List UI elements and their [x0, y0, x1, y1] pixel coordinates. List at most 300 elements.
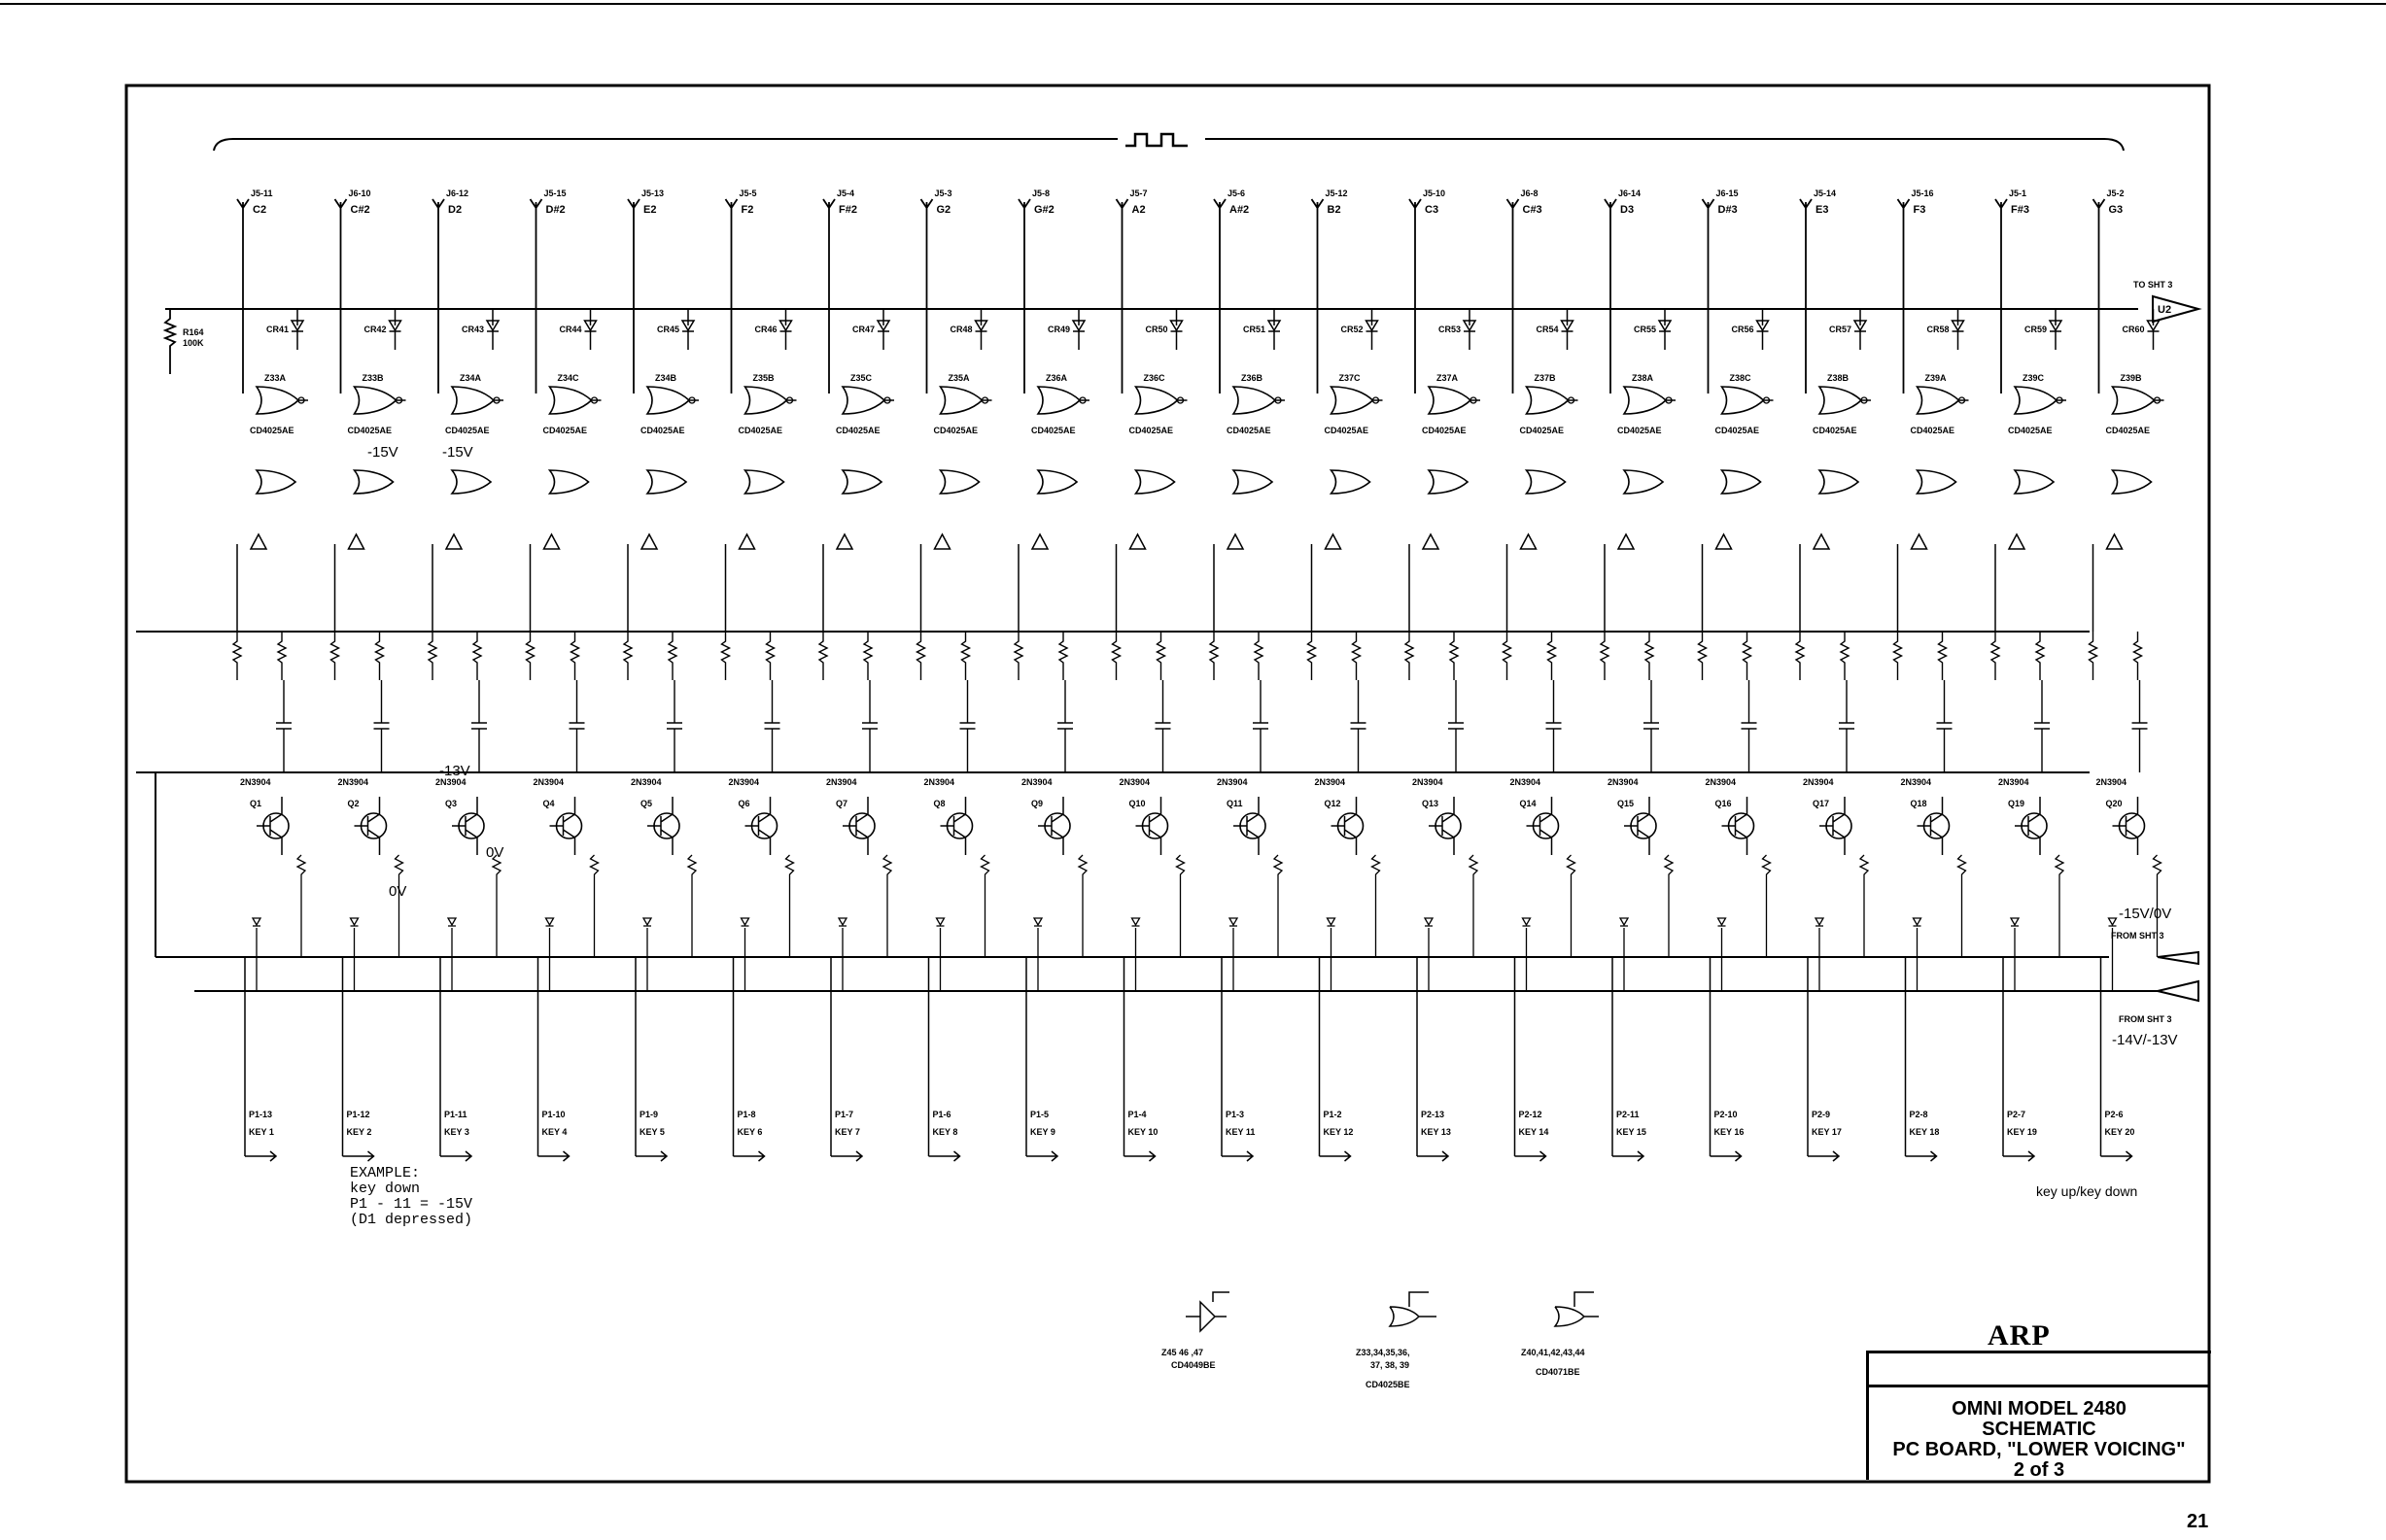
transistor-part-label: 2N3904	[1900, 777, 1932, 787]
resistor-icon	[1308, 632, 1316, 680]
input-jack-label: J5-16	[1911, 188, 1934, 198]
transistor-label: Q13	[1422, 799, 1439, 808]
diode-label: CR57	[1829, 325, 1852, 334]
resistor-icon	[1958, 855, 1966, 957]
output-key-label: KEY 14	[1518, 1127, 1549, 1137]
inverter-icon	[1521, 534, 1537, 549]
input-jack-label: J6-15	[1715, 188, 1739, 198]
zero-volt-label-a: 0V	[486, 844, 504, 861]
diode-label: CR56	[1731, 325, 1754, 334]
diode-icon	[1425, 918, 1433, 991]
neg15-label-a: -15V	[367, 444, 398, 461]
transistor-part-label: 2N3904	[1705, 777, 1737, 787]
input-note-label: D3	[1620, 204, 1635, 216]
channel-15	[1601, 188, 1676, 1161]
svg-text:CD4025BE: CD4025BE	[1366, 1380, 1410, 1389]
input-jack-label: J5-8	[1032, 188, 1051, 198]
capacitor-icon	[570, 680, 585, 772]
input-note-label: F2	[741, 204, 754, 216]
or-gate-icon	[1038, 470, 1077, 494]
output-pin-label: P2-8	[1909, 1110, 1928, 1119]
resistor-icon	[1665, 855, 1673, 957]
input-jack-label: J5-5	[739, 188, 757, 198]
transistor-label: Q12	[1324, 799, 1341, 808]
capacitor-icon	[1742, 680, 1757, 772]
diode-icon	[1464, 309, 1475, 350]
capacitor-icon	[1546, 680, 1562, 772]
svg-text:Z45 46 ,47: Z45 46 ,47	[1161, 1348, 1204, 1357]
transistor-part-label: 2N3904	[728, 777, 760, 787]
output-key-label: KEY 18	[1909, 1127, 1940, 1137]
output-pin-label: P1-6	[932, 1110, 951, 1119]
diode-icon	[585, 309, 597, 350]
input-jack-icon	[1019, 199, 1030, 216]
gate-label: Z37A	[1436, 373, 1459, 383]
diode-label: CR46	[754, 325, 778, 334]
resistor-icon	[1210, 632, 1218, 680]
output-arrow-icon	[2101, 1151, 2132, 1161]
diode-icon	[448, 918, 456, 991]
output-pin-label: P1-2	[1323, 1110, 1342, 1119]
gate-label: Z37C	[1338, 373, 1361, 383]
input-jack-label: J5-15	[543, 188, 567, 198]
channel-11	[1210, 188, 1285, 1161]
input-jack-icon	[1995, 199, 2007, 216]
resistor-icon	[1601, 632, 1608, 680]
output-key-label: KEY 10	[1127, 1127, 1158, 1137]
resistor-icon	[1079, 855, 1087, 957]
input-jack-icon	[1800, 199, 1812, 216]
input-jack-label: J5-6	[1228, 188, 1246, 198]
output-arrow-icon	[1515, 1151, 1546, 1161]
gate-label: Z38A	[1632, 373, 1654, 383]
diode-icon	[2050, 309, 2061, 350]
resistor-icon	[1860, 855, 1868, 957]
resistor-icon	[1548, 632, 1556, 680]
transistor-part-label: 2N3904	[1217, 777, 1248, 787]
output-pin-label: P2-6	[2104, 1110, 2124, 1119]
transistor-label: Q15	[1617, 799, 1635, 808]
capacitor-icon	[1156, 680, 1171, 772]
output-pin-label: P1-11	[444, 1110, 467, 1119]
nor-gate-icon	[1429, 387, 1480, 414]
input-note-label: E2	[643, 204, 657, 216]
transistor-label: Q7	[836, 799, 848, 808]
resistor-icon	[1158, 632, 1165, 680]
output-pin-label: P2-11	[1616, 1110, 1640, 1119]
transistor-part-label: 2N3904	[826, 777, 857, 787]
resistor-icon	[396, 855, 403, 957]
resistor-icon	[1645, 632, 1653, 680]
output-arrow-icon	[1222, 1151, 1253, 1161]
resistor-icon	[233, 632, 241, 680]
input-note-label: D#3	[1717, 204, 1738, 216]
clock-pulse-symbol	[1125, 134, 1188, 146]
input-note-label: B2	[1327, 204, 1341, 216]
or-gate-icon	[355, 470, 394, 494]
channel-4	[527, 188, 602, 1161]
title-type: SCHEMATIC	[1982, 1419, 2096, 1440]
output-pin-label: P1-12	[346, 1110, 370, 1119]
input-jack-label: J5-13	[641, 188, 665, 198]
gate-label: Z35C	[850, 373, 873, 383]
gate-label: Z39C	[2023, 373, 2045, 383]
channel-12	[1308, 188, 1383, 1161]
gate-label: Z34A	[460, 373, 482, 383]
or-gate-icon	[1819, 470, 1858, 494]
diode-icon	[1562, 309, 1573, 350]
example-line-1: EXAMPLE:	[350, 1165, 421, 1181]
diode-icon	[2011, 918, 2019, 991]
capacitor-icon	[960, 680, 976, 772]
or-gate-icon	[1331, 470, 1370, 494]
resistor-icon	[1568, 855, 1575, 957]
diode-icon	[1268, 309, 1280, 350]
output-arrow-icon	[929, 1151, 960, 1161]
channel-8	[917, 188, 992, 1161]
supply-a-label: -15V/0V	[2119, 906, 2172, 922]
gate-part-label: CD4025AE	[1617, 426, 1662, 435]
input-jack-icon	[921, 199, 933, 216]
channel-3	[429, 188, 503, 1161]
output-key-label: KEY 5	[640, 1127, 665, 1137]
diode-label: CR49	[1048, 325, 1071, 334]
output-arrow-icon	[734, 1151, 765, 1161]
input-jack-label: J5-11	[251, 188, 273, 198]
diode-label: CR50	[1145, 325, 1168, 334]
gate-label: Z34B	[655, 373, 677, 383]
output-arrow-icon	[831, 1151, 862, 1161]
gate-label: Z39A	[1924, 373, 1947, 383]
output-key-label: KEY 9	[1030, 1127, 1055, 1137]
gate-part-label: CD4025AE	[1422, 426, 1467, 435]
transistor-part-label: 2N3904	[1608, 777, 1639, 787]
example-note	[350, 1166, 472, 1228]
transistor-part-label: 2N3904	[923, 777, 955, 787]
gate-part-label: CD4025AE	[1910, 426, 1955, 435]
clock-bus-bracket	[214, 139, 2124, 151]
input-note-label: F#2	[839, 204, 857, 216]
inverter-icon	[1716, 534, 1732, 549]
resistor-icon	[1470, 855, 1477, 957]
channel-18	[1894, 188, 1969, 1161]
output-arrow-icon	[1417, 1151, 1448, 1161]
channel-17	[1796, 188, 1871, 1161]
channel-13	[1405, 188, 1480, 1161]
resistor-icon	[527, 632, 535, 680]
gate-label: Z39B	[2120, 373, 2142, 383]
capacitor-icon	[1448, 680, 1464, 772]
or-gate-icon	[1527, 470, 1566, 494]
diode-label: CR54	[1536, 325, 1559, 334]
resistor-icon	[473, 632, 481, 680]
input-jack-label: J6-8	[1520, 188, 1539, 198]
diode-icon	[742, 918, 749, 991]
input-jack-label: J6-12	[446, 188, 469, 198]
diode-label: CR52	[1340, 325, 1364, 334]
nor-gate-icon	[1918, 387, 1969, 414]
output-arrow-icon	[1124, 1151, 1156, 1161]
input-jack-icon	[237, 199, 249, 216]
resistor-icon	[1405, 632, 1413, 680]
output-key-label: KEY 4	[541, 1127, 568, 1137]
input-note-label: C3	[1425, 204, 1439, 216]
capacitor-icon	[765, 680, 780, 772]
gate-part-label: CD4025AE	[1324, 426, 1369, 435]
diode-label: CR51	[1243, 325, 1266, 334]
input-jack-label: J5-1	[2009, 188, 2027, 198]
output-pin-label: P2-13	[1421, 1110, 1445, 1119]
input-note-label: C#3	[1522, 204, 1542, 216]
resistor-icon	[1744, 632, 1751, 680]
gate-part-label: CD4025AE	[1813, 426, 1857, 435]
input-jack-icon	[531, 199, 542, 216]
input-jack-label: J5-10	[1423, 188, 1446, 198]
transistor-label: Q10	[1128, 799, 1146, 808]
diode-label: CR42	[363, 325, 387, 334]
output-arrow-icon	[245, 1151, 276, 1161]
channel-7	[819, 188, 894, 1161]
diode-icon	[1718, 918, 1726, 991]
input-note-label: D#2	[545, 204, 566, 216]
resistor-icon	[786, 855, 794, 957]
input-note-label: E3	[1815, 204, 1829, 216]
neg13-label: -13V	[439, 763, 470, 779]
output-arrow-icon	[1711, 1151, 1742, 1161]
diode-icon	[1328, 918, 1335, 991]
gate-part-label: CD4025AE	[933, 426, 979, 435]
output-arrow-icon	[1026, 1151, 1057, 1161]
input-note-label: A#2	[1229, 204, 1250, 216]
or-gate-icon	[941, 470, 980, 494]
gate-label: Z38B	[1827, 373, 1850, 383]
s1-buffer-icon	[2158, 952, 2198, 964]
input-jack-label: J5-4	[837, 188, 855, 198]
gate-part-label: CD4025AE	[836, 426, 881, 435]
legend-inverter	[1161, 1292, 1229, 1370]
gate-label: Z36A	[1046, 373, 1068, 383]
inverter-icon	[1228, 534, 1243, 549]
svg-text:CD4071BE: CD4071BE	[1536, 1367, 1580, 1377]
resistor-icon	[917, 632, 925, 680]
output-arrow-icon	[1808, 1151, 1839, 1161]
output-key-label: KEY 15	[1616, 1127, 1646, 1137]
transistor-part-label: 2N3904	[337, 777, 369, 787]
from-sht3-label-b: FROM SHT 3	[2119, 1014, 2172, 1024]
capacitor-icon	[862, 680, 878, 772]
or-gate-icon	[647, 470, 686, 494]
or-gate-icon	[1136, 470, 1175, 494]
input-jack-label: J5-7	[1129, 188, 1148, 198]
resistor-icon	[1450, 632, 1458, 680]
input-note-label: D2	[448, 204, 463, 216]
input-jack-label: J5-2	[2106, 188, 2125, 198]
resistor-icon	[2036, 632, 2044, 680]
resistor-icon	[1255, 632, 1262, 680]
capacitor-icon	[667, 680, 682, 772]
diode-icon	[1523, 918, 1531, 991]
transistor-part-label: 2N3904	[1803, 777, 1834, 787]
gate-label: Z38C	[1729, 373, 1751, 383]
gate-part-label: CD4025AE	[1714, 426, 1760, 435]
transistor-part-label: 2N3904	[631, 777, 662, 787]
diode-label: CR45	[657, 325, 680, 334]
input-note-label: G3	[2108, 204, 2124, 216]
gate-part-label: CD4025AE	[640, 426, 685, 435]
transistor-part-label: 2N3904	[1314, 777, 1346, 787]
nor-gate-icon	[1038, 387, 1089, 414]
from-sht3-label-a: FROM SHT 3	[2111, 931, 2164, 941]
or-gate-icon	[1233, 470, 1272, 494]
diode-icon	[1229, 918, 1237, 991]
or-gate-icon	[2015, 470, 2054, 494]
diode-icon	[1914, 918, 1921, 991]
svg-text:Z33,34,35,36,: Z33,34,35,36,	[1356, 1348, 1410, 1357]
input-jack-icon	[1312, 199, 1324, 216]
diode-label: CR41	[266, 325, 290, 334]
output-key-label: KEY 20	[2104, 1127, 2135, 1137]
transistor-label: Q11	[1227, 799, 1243, 808]
resistor-icon	[1796, 632, 1804, 680]
diode-icon	[839, 918, 847, 991]
output-pin-label: P1-7	[835, 1110, 854, 1119]
resistor-icon	[1894, 632, 1902, 680]
gate-part-label: CD4025AE	[347, 426, 393, 435]
input-note-label: G2	[936, 204, 951, 216]
channel-9	[1015, 188, 1089, 1161]
r164-resistor	[165, 309, 175, 374]
key-up-down-note: key up/key down	[2036, 1183, 2138, 1199]
input-jack-label: J5-14	[1814, 188, 1837, 198]
resistor-icon	[571, 632, 579, 680]
resistor-icon	[429, 632, 436, 680]
output-pin-label: P1-8	[737, 1110, 756, 1119]
input-jack-icon	[1507, 199, 1519, 216]
input-jack-icon	[726, 199, 738, 216]
resistor-icon	[591, 855, 599, 957]
inverter-icon	[2107, 534, 2123, 549]
transistor-label: Q16	[1714, 799, 1732, 808]
nor-gate-icon	[1331, 387, 1383, 414]
input-jack-icon	[1117, 199, 1128, 216]
diode-label: CR59	[2024, 325, 2048, 334]
transistor-part-label: 2N3904	[435, 777, 467, 787]
capacitor-icon	[1839, 680, 1854, 772]
diode-label: CR60	[2122, 325, 2145, 334]
output-key-label: KEY 1	[249, 1127, 274, 1137]
transistor-label: Q18	[1910, 799, 1927, 808]
input-jack-icon	[335, 199, 347, 216]
output-key-label: KEY 11	[1226, 1127, 1256, 1137]
diode-icon	[1757, 309, 1769, 350]
or-gate-icon	[550, 470, 589, 494]
resistor-icon	[1274, 855, 1282, 957]
resistor-icon	[962, 632, 970, 680]
output-pin-label: P2-10	[1713, 1110, 1738, 1119]
transistor-label: Q9	[1031, 799, 1044, 808]
inverter-icon	[641, 534, 657, 549]
capacitor-icon	[2034, 680, 2050, 772]
resistor-icon	[1177, 855, 1185, 957]
nor-gate-icon	[745, 387, 797, 414]
diode-label: CR44	[559, 325, 582, 334]
nor-gate-icon	[1527, 387, 1578, 414]
diode-icon	[2109, 918, 2117, 991]
input-jack-label: J5-12	[1325, 188, 1348, 198]
u2-label: U2	[2158, 304, 2172, 316]
resistor-icon	[1763, 855, 1771, 957]
output-key-label: KEY 8	[932, 1127, 958, 1137]
nor-gate-icon	[452, 387, 503, 414]
capacitor-icon	[276, 680, 292, 772]
transistor-label: Q14	[1519, 799, 1537, 808]
resistor-icon	[1113, 632, 1121, 680]
or-gate-icon	[843, 470, 882, 494]
s2-buffer-icon	[2158, 981, 2198, 1001]
title-board: PC BOARD, "LOWER VOICING"	[1892, 1439, 2186, 1460]
resistor-icon	[331, 632, 339, 680]
transistor-part-label: 2N3904	[2095, 777, 2127, 787]
capacitor-icon	[471, 680, 487, 772]
resistor-icon	[1372, 855, 1380, 957]
resistor-icon	[2134, 632, 2142, 680]
svg-text:Z40,41,42,43,44: Z40,41,42,43,44	[1521, 1348, 1585, 1357]
output-pin-label: P1-13	[249, 1110, 273, 1119]
legend-nor	[1356, 1292, 1436, 1389]
output-pin-label: P2-7	[2007, 1110, 2026, 1119]
transistor-part-label: 2N3904	[1021, 777, 1053, 787]
input-jack-label: J6-10	[348, 188, 371, 198]
output-arrow-icon	[538, 1151, 570, 1161]
gate-label: Z36C	[1143, 373, 1165, 383]
transistor-part-label: 2N3904	[1998, 777, 2029, 787]
output-pin-label: P2-9	[1812, 1110, 1831, 1119]
diode-icon	[1953, 309, 1964, 350]
output-pin-label: P1-9	[640, 1110, 659, 1119]
transistor-label: Q4	[542, 799, 555, 808]
resistor-icon	[1059, 632, 1067, 680]
diode-icon	[976, 309, 987, 350]
arp-logo: ARP	[1988, 1319, 2051, 1352]
input-jack-label: J5-3	[934, 188, 952, 198]
nor-gate-icon	[1624, 387, 1676, 414]
gate-part-label: CD4025AE	[2008, 426, 2053, 435]
input-note-label: C#2	[350, 204, 370, 216]
example-line-2: key down	[350, 1181, 421, 1197]
diode-icon	[937, 918, 945, 991]
resistor-icon	[376, 632, 384, 680]
resistor-icon	[1699, 632, 1707, 680]
diode-label: CR48	[950, 325, 973, 334]
input-note-label: F#3	[2011, 204, 2029, 216]
gate-part-label: CD4025AE	[738, 426, 783, 435]
resistor-icon	[767, 632, 775, 680]
resistor-icon	[297, 855, 305, 957]
input-jack-icon	[1409, 199, 1421, 216]
transistor-part-label: 2N3904	[533, 777, 565, 787]
or-gate-icon	[1429, 470, 1468, 494]
diode-icon	[1366, 309, 1378, 350]
nor-gate-icon	[2015, 387, 2066, 414]
output-key-label: KEY 16	[1713, 1127, 1745, 1137]
resistor-icon	[1991, 632, 1999, 680]
input-note-label: A2	[1131, 204, 1146, 216]
transistor-label: Q20	[2105, 799, 2123, 808]
or-gate-icon	[257, 470, 295, 494]
transistor-label: Q3	[445, 799, 458, 808]
transistor-part-label: 2N3904	[1412, 777, 1443, 787]
resistor-icon	[1939, 632, 1947, 680]
